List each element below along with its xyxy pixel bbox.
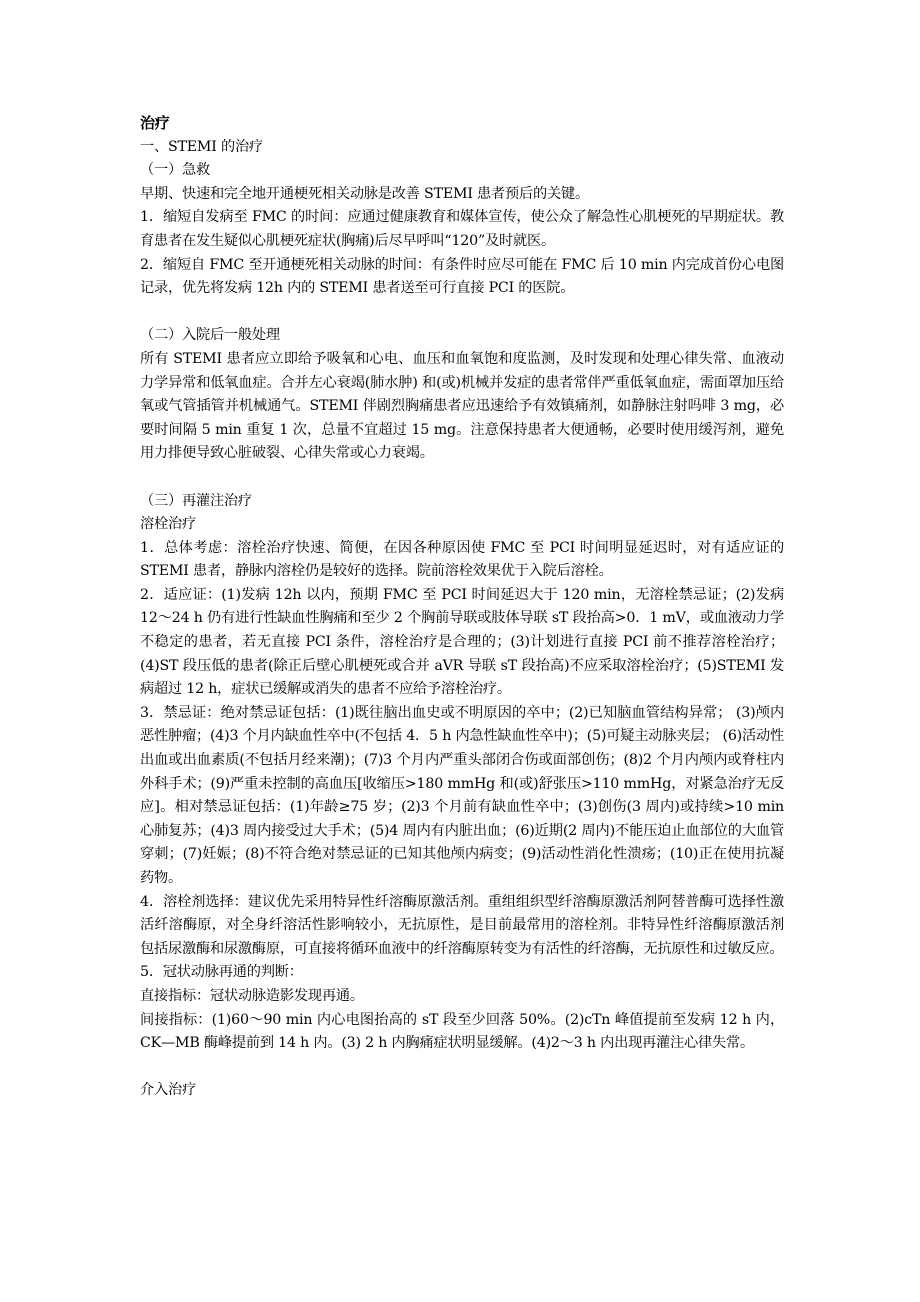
paragraph-indirect: 间接指标：(1)60～90 min 内心电图抬高的 sT 段至少回落 50%。(2)cTn 峰值提前至发病 12 h 内，CK—MB 酶峰提前到 14 h 内。(3) 2 h 内胸痛症状明显缓解。(4)2～3 h 内出现再灌注心律失常。 [140,1011,784,1052]
paragraph-general: 所有 STEMI 患者应立即给予吸氧和心电、血压和血氧饱和度监测，及时发现和处理心律失常、血液动力学异常和低氧血症。合并左心衰竭(肺水肿) 和(或)机械并发症的患者常伴严重低氧血症，需面罩加压给氧或气管插管并机械通气。STEMI 伴剧烈胸痛患者应迅速给予有效镇痛剂，如静脉注射吗啡 3 mg，必要时间隔 5 min 重复 1 次，总量不宜超过 15 mg。注意保持患者大便通畅，必要时使用缓泻剂，避免用力排便导致心脏破裂、心律失常或心力衰竭。 [140,350,784,462]
subsection-heading-reperfusion: （三）再灌注治疗 [140,492,252,509]
subsection-heading-general: （二）入院后一般处理 [140,327,280,344]
paragraph-direct: 直接指标：冠状动脉造影发现再通。 [140,987,364,1004]
document-body [140,112,784,1103]
paragraph-item: 2．适应证：(1)发病 12h 以内，预期 FMC 至 PCI 时间延迟大于 120 min，无溶栓禁忌证；(2)发病 12～24 h 仍有进行性缺血性胸痛和至少 2 个胸前导联或肢体导联 sT 段抬高>0．1 mV，或血液动力学不稳定的患者，若无直接 PCI 条件，溶栓治疗是合理的；(3)计划进行直接 PCI 前不推荐溶栓治疗；(4)ST 段压低的患者(除正后壁心肌梗死或合并 aVR 导联 sT 段抬高)不应采取溶栓治疗；(5)STEMI 发病超过 12 h，症状已缓解或消失的患者不应给予溶栓治疗。 [140,586,784,698]
document-title: 治疗 [140,114,170,132]
subsection-heading-emergency: （一）急救 [140,162,210,179]
paragraph-item: 3．禁忌证：绝对禁忌证包括：(1)既往脑出血史或不明原因的卒中；(2)已知脑血管结构异常； (3)颅内恶性肿瘤；(4)3 个月内缺血性卒中(不包括 4．5 h 内急性缺血性卒中)；(5)可疑主动脉夹层； (6)活动性出血或出血素质(不包括月经来潮)；(7)3 个月内严重头部闭合伤或面部创伤；(8)2 个月内颅内或脊柱内外科手术；(9)严重未控制的高血压[收缩压>180 mmHg 和(或)舒张压>110 mmHg，对紧急治疗无反应]。相对禁忌证包括：(1)年龄≥75 岁；(2)3 个月前有缺血性卒中；(3)创伤(3 周内)或持续>10 min 心肺复苏；(4)3 周内接受过大手术；(5)4 周内有内脏出血；(6)近期(2 周内)不能压迫止血部位的大血管穿刺；(7)妊娠；(8)不符合绝对禁忌证的已知其他颅内病变；(9)活动性消化性溃疡；(10)正在使用抗凝药物。 [140,704,784,886]
section-heading: 一、STEMI 的治疗 [140,138,263,155]
spacer [140,1056,784,1080]
paragraph-intro: 早期、快速和完全地开通梗死相关动脉是改善 STEMI 患者预后的关键。 [140,185,589,202]
heading-thrombolysis: 溶栓治疗 [140,516,196,533]
paragraph-item: 1．缩短自发病至 FMC 的时间：应通过健康教育和媒体宣传，使公众了解急性心肌梗死的早期症状。教育患者在发生疑似心肌梗死症状(胸痛)后尽早呼叫“120”及时就医。 [140,209,784,249]
heading-intervention: 介入治疗 [140,1082,196,1099]
spacer [140,466,784,490]
paragraph-item: 5．冠状动脉再通的判断： [140,964,303,981]
paragraph-item: 2．缩短自 FMC 至开通梗死相关动脉的时间：有条件时应尽可能在 FMC 后 10 min 内完成首份心电图记录，优先将发病 12h 内的 STEMI 患者送至可行直接 PCI 的医院。 [140,256,784,297]
spacer [140,301,784,325]
paragraph-item: 4．溶栓剂选择：建议优先采用特异性纤溶酶原激活剂。重组组织型纤溶酶原激活剂阿替普酶可选择性激活纤溶酶原，对全身纤溶活性影响较小，无抗原性，是目前最常用的溶栓剂。非特异性纤溶酶原激活剂 包括尿激酶和尿激酶原，可直接将循环血液中的纤溶酶原转变为有活性的纤溶酶，无抗原性和过敏反应。 [140,893,784,957]
paragraph-item: 1．总体考虑：溶栓治疗快速、简便，在因各种原因使 FMC 至 PCI 时间明显延迟时，对有适应证的 STEMI 患者，静脉内溶栓仍是较好的选择。院前溶栓效果优于入院后溶栓。 [140,539,784,580]
